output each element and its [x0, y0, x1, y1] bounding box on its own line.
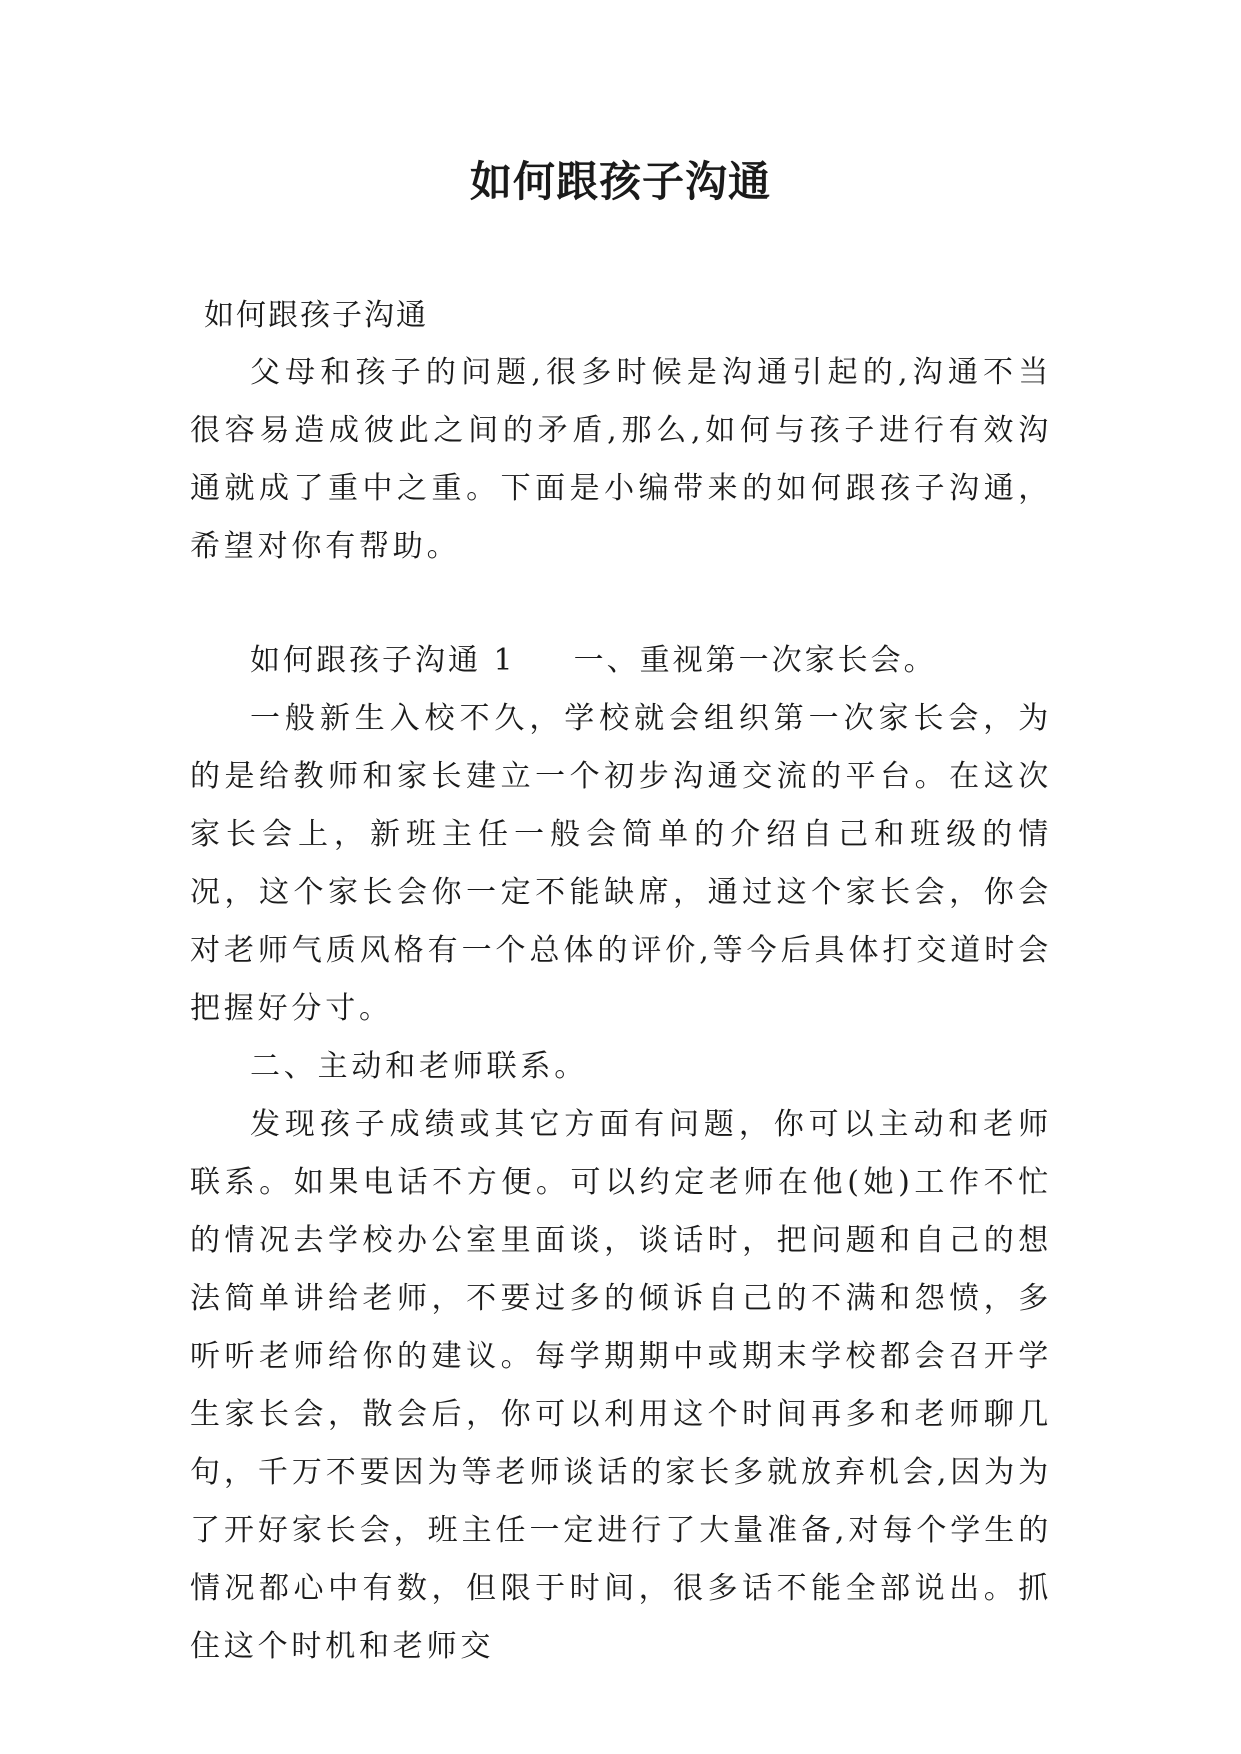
section-label: 如何跟孩子沟通 1: [250, 643, 516, 678]
body-paragraph-1: 一般新生入校不久，学校就会组织第一次家长会，为的是给教师和家长建立一个初步沟通交流的平台。在这次家长会上，新班主任一般会简单的介绍自己和班级的情况，这个家长会你一定不能缺席，通过这个家长会，你会对老师气质风格有一个总体的评价,等今后具体打交道时会把握好分寸。: [190, 701, 1052, 1026]
section-point-heading: 一、重视第一次家长会。: [573, 643, 937, 678]
document-body: [190, 288, 1052, 1676]
document-title: 如何跟孩子沟通: [469, 157, 771, 206]
document-subtitle: 如何跟孩子沟通: [204, 298, 428, 333]
body-paragraph-2: 发现孩子成绩或其它方面有问题，你可以主动和老师联系。如果电话不方便。可以约定老师在他(她)工作不忙的情况去学校办公室里面谈，谈话时，把问题和自己的想法简单讲给老师，不要过多的倾诉自己的不满和怨愤，多听听老师给你的建议。每学期期中或期末学校都会召开学生家长会，散会后，你可以利用这个时间再多和老师聊几句，千万不要因为等老师谈话的家长多就放弃机会,因为为了开好家长会，班主任一定进行了大量准备,对每个学生的情况都心中有数，但限于时间，很多话不能全部说出。抓住这个时机和老师交: [190, 1107, 1052, 1664]
paragraph-gap: [190, 576, 1052, 632]
section-heading: [190, 632, 1052, 690]
point-heading-2: 二、主动和老师联系。: [250, 1049, 588, 1084]
intro-paragraph: 父母和孩子的问题,很多时候是沟通引起的,沟通不当很容易造成彼此之间的矛盾,那么,如何与孩子进行有效沟通就成了重中之重。下面是小编带来的如何跟孩子沟通，希望对你有帮助。: [190, 355, 1052, 564]
